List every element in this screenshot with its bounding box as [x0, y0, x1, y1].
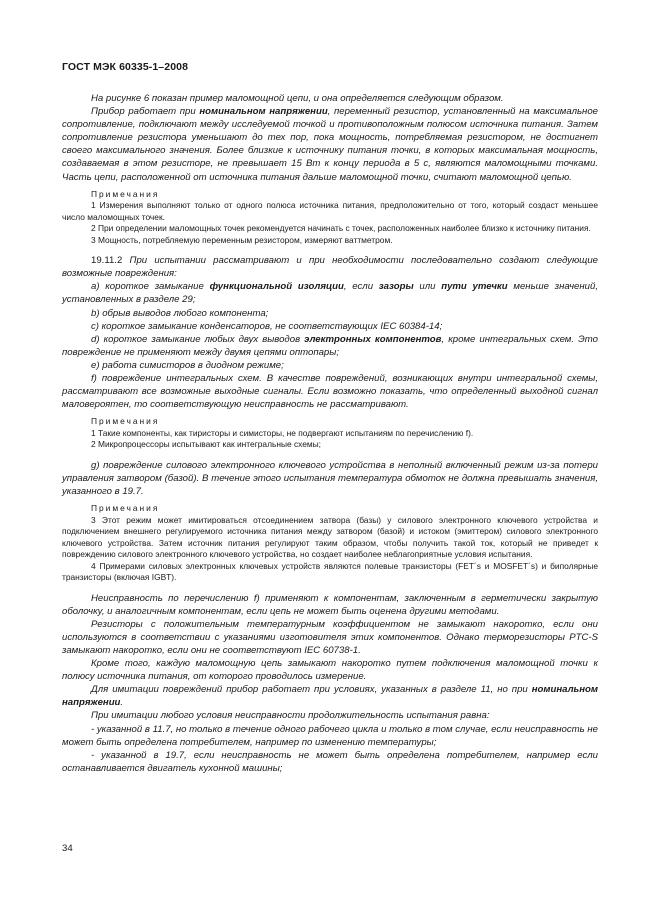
tail-paragraph-1: Неисправность по перечислению f) применяют к компонентам, заключенным в герметически закрытую оболочку, и аналогичным компонентам, если цепь не может быть оценена другими методами.	[62, 592, 598, 617]
page-content	[62, 92, 598, 775]
intro-paragraph-1: На рисунке 6 показан пример маломощной цепи, и она определяется следующим образом.	[91, 93, 504, 104]
tail-paragraph-6: - указанной в 11.7, но только в течение одного рабочего цикла и только в том случае, если неисправность не может быть определена потребителем, например по изменению температуры;	[62, 723, 598, 748]
tail-paragraph-3: Кроме того, каждую маломощную цепь замыкают накоротко путем подключения маломощной точки к полюсу источника питания, от которого проводилось измерение.	[62, 658, 598, 683]
intro-paragraph-2: Прибор работает при номинальном напряжении, переменный резистор, установленный на максимальное сопротивление, подключают между исследуемой точкой и противоположным полюсом источника питания. Затем сопротивление резистора уменьшают до тех пор, пока мощность, потребляемая резистором, не достигнет своего максимального значения. Более близкие к источнику питания точки, в которых максимальная мощность, создаваемая в этом резисторе, не превышает 15 Вт к концу периода в 5 с, являются маломощными точками. Часть цепи, расположенной от источника питания дальше маломощной точки, считают маломощной цепью.	[62, 106, 599, 183]
clause-number: 19.11.2	[91, 255, 130, 267]
note-1-2: 2 При определении маломощных точек рекомендуется начинать с точек, расположенных наиболее близко к источнику питания.	[91, 223, 591, 234]
term-rated-voltage: номинальном напряжении	[199, 106, 328, 118]
tail-paragraph-5: При имитации любого условия неисправности продолжительность испытания равна:	[91, 710, 490, 722]
note-3-3: 3 Этот режим может имитироваться отсоединением затвора (базы) у силового электронного ключевого устройства и подключением внешнего регулируемого источника питания между затвором (базой) и истоком (эмиттером) силового электронного ключевого устройства. Затем источник питания регулируют таким образом, чтобы получить такой ток, который не приведет к повреждению силового электронного ключевого устройства, но создает наиболее неблагоприятные условия испытания.	[62, 514, 598, 560]
notes-title-2: Примечания	[91, 416, 160, 427]
tail-paragraph-7: - указанной в 19.7, если неисправность не может быть определена потребителем, например если останавливается двигатель кухонной машины;	[62, 749, 598, 774]
notes-title-3: Примечания	[91, 503, 160, 514]
item-g: g) повреждение силового электронного ключевого устройства в неполный включенный режим из-за потери управления затвором (базой). В течение этого испытания температура обмоток не должна превышать значения, указанного в 19.7.	[62, 459, 598, 497]
item-f: f) повреждение интегральных схем. В качестве повреждений, возникающих внутри интегральной схемы, рассматривают все возможные выходные сигналы. Если возможно показать, что определенный выходной сигнал маловероятен, то соответствующую неисправность не рассматривают.	[62, 373, 598, 411]
page-number: 34	[62, 843, 73, 854]
note-1-1: 1 Измерения выполняют только от одного полюса источника питания, предположительно от того, который создаст меньшее число маломощных точек.	[62, 200, 598, 222]
item-a: а) короткое замыкание функциональной изоляции, если зазоры или пути утечки меньше значений, установленных в разделе 29;	[62, 281, 598, 306]
item-c: c) короткое замыкание конденсаторов, не соответствующих IEC 60384-14;	[91, 320, 443, 332]
tail-paragraph-4: Для имитации повреждений прибор работает при условиях, указанных в разделе 11, но при номинальном напряжении.	[62, 684, 598, 709]
clause-19-11-2: 19.11.2 При испытании рассматривают и при необходимости последовательно создают следующие возможные повреждения:	[62, 255, 598, 280]
item-e: e) работа симисторов в диодном режиме;	[91, 359, 284, 371]
note-2-1: 1 Такие компоненты, как тиристоры и симисторы, не подвергают испытаниям по перечислению f).	[91, 427, 474, 438]
tail-paragraph-2: Резисторы с положительным температурным коэффициентом не замыкают накоротко, если они используются в соответствии с указаниями изготовителя этих компонентов. Однако терморезисторы PTC-S замыкают накоротко, если они не соответствуют IEC 60738-1.	[62, 618, 598, 656]
item-d: d) короткое замыкание любых двух выводов электронных компонентов, кроме интегральных схем. Это повреждение не применяют между двумя цепями оптопары;	[62, 333, 598, 358]
standard-header: ГОСТ МЭК 60335-1–2008	[62, 61, 189, 73]
note-2-2: 2 Микропроцессоры испытывают как интегральные схемы;	[91, 439, 322, 450]
item-b: b) обрыв выводов любого компонента;	[91, 307, 269, 319]
note-3-4: 4 Примерами силовых электронных ключевых устройств являются полевые транзисторы (FET´s и MOSFET´s) и биполярные транзисторы (включая IGBT).	[62, 560, 598, 583]
notes-title-1: Примечания	[91, 188, 160, 199]
note-1-3: 3 Мощность, потребляемую переменным резистором, измеряют ваттметром.	[91, 234, 393, 245]
